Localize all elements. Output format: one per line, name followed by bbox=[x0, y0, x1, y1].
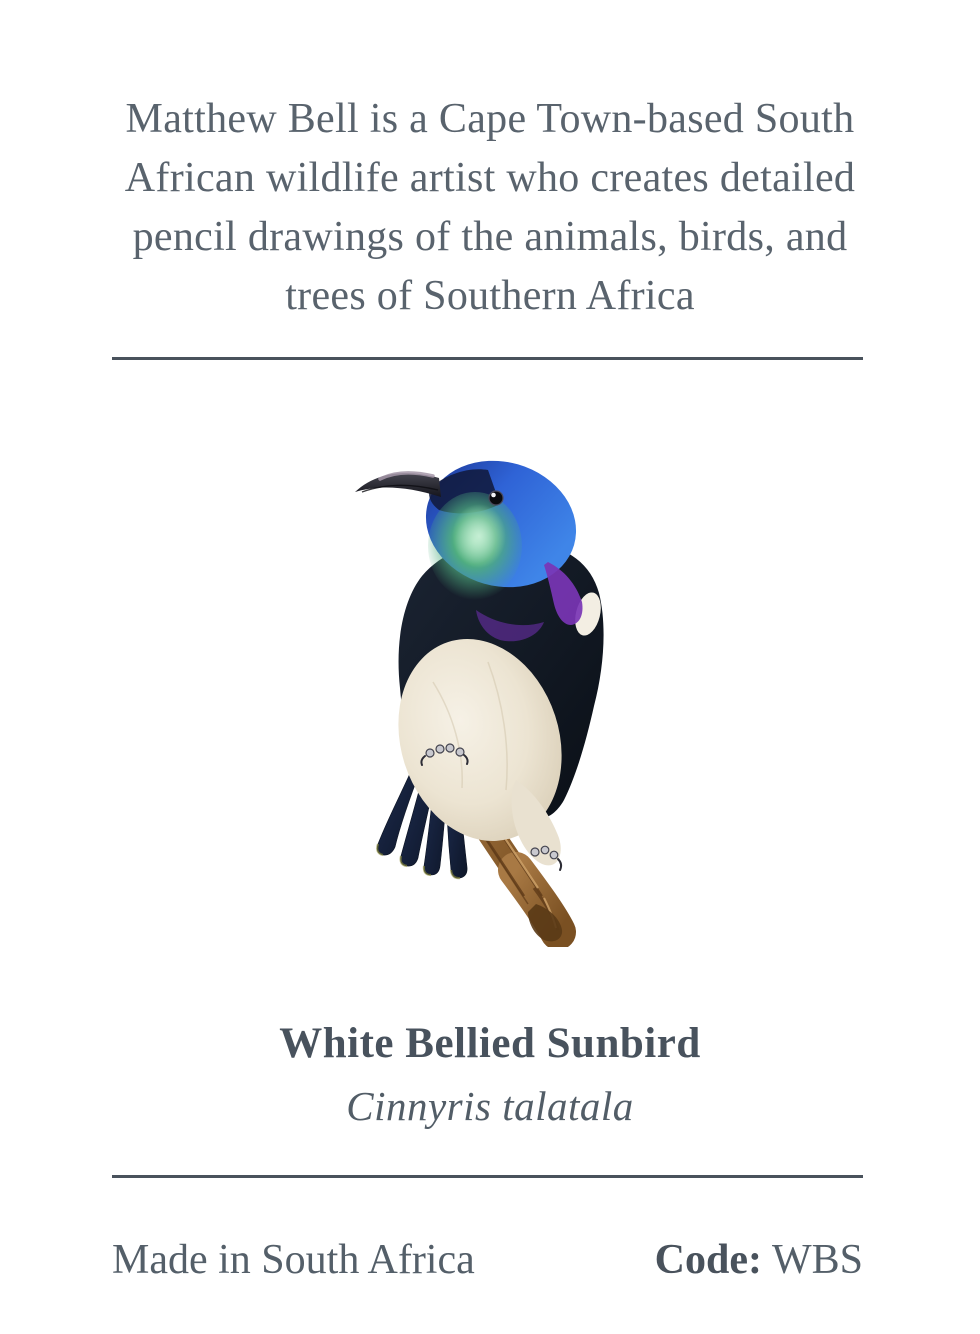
product-species-name: Cinnyris talatala bbox=[346, 1083, 634, 1129]
top-divider bbox=[112, 357, 863, 360]
artist-bio-line: African wildlife artist who creates detailed bbox=[124, 155, 856, 201]
code-value: WBS bbox=[771, 1237, 863, 1283]
artist-bio-line: pencil drawings of the animals, birds, and bbox=[132, 214, 848, 260]
sunbird-drawing bbox=[338, 452, 618, 947]
artist-bio-line: Matthew Bell is a Cape Town-based South bbox=[125, 96, 855, 142]
bird-beak bbox=[355, 473, 441, 497]
sunbird-illustration bbox=[338, 452, 618, 947]
bird-eye bbox=[489, 491, 503, 505]
made-in-label: Made in South Africa bbox=[112, 1237, 475, 1283]
footer bbox=[112, 1236, 863, 1284]
artist-bio-line: trees of Southern Africa bbox=[285, 273, 695, 319]
product-code bbox=[655, 1236, 863, 1284]
artist-bio bbox=[80, 90, 900, 326]
product-title: White Bellied Sunbird bbox=[279, 1020, 701, 1067]
code-label: Code: bbox=[654, 1237, 762, 1283]
bottom-divider bbox=[112, 1175, 863, 1178]
